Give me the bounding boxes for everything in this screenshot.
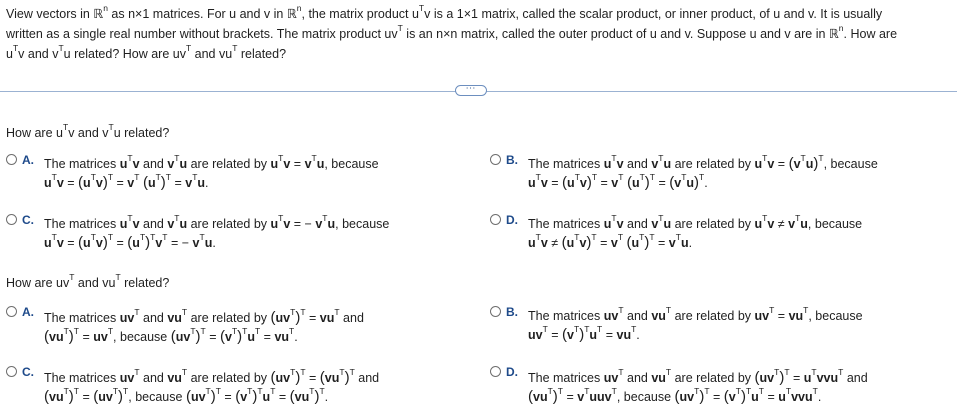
option-letter: B. xyxy=(506,153,518,167)
option-letter: B. xyxy=(506,305,518,319)
part2-option-c[interactable] xyxy=(6,362,466,412)
prompt-text: related? xyxy=(237,47,287,61)
radio-button[interactable] xyxy=(6,306,17,317)
prompt-text: u related? How are uv xyxy=(63,47,186,61)
radio-button[interactable] xyxy=(6,366,17,377)
part1-option-c[interactable] xyxy=(6,210,466,254)
part2-option-b[interactable] xyxy=(490,302,950,348)
more-options-button[interactable]: ⋯ xyxy=(455,85,487,96)
part1-option-d[interactable] xyxy=(490,210,950,254)
option-text: The matrices $uv^T$ and $vu^T$ are related by $uv^T = vu^T$, because $uv^T = (v^T)^Tu^T = vu^T$. xyxy=(528,305,863,343)
radio-button[interactable] xyxy=(490,214,501,225)
option-letter: C. xyxy=(22,213,34,227)
prompt-text: View vectors in ℝ xyxy=(6,7,104,21)
radio-button[interactable] xyxy=(490,154,501,165)
prompt-text: v and v xyxy=(18,47,59,61)
radio-button[interactable] xyxy=(6,214,17,225)
part1-option-b[interactable] xyxy=(490,150,950,194)
prompt-text: as n×1 matrices. For u and v in ℝ xyxy=(107,7,297,21)
radio-button[interactable] xyxy=(490,306,501,317)
part2-option-a[interactable] xyxy=(6,302,466,348)
prompt-text: . How are xyxy=(843,27,898,41)
option-text: The matrices $uv^T$ and $vu^T$ are related by $(uv^T)^T = u^Tvvu^T$ and $(vu^T)^T = v^Tuuv^T$, because $(uv^T)^T = (v^T)^Tu^T = u^Tvvu^T$. xyxy=(528,367,868,405)
prompt-text: , the matrix product u xyxy=(301,7,419,21)
radio-button[interactable] xyxy=(6,154,17,165)
part1-option-a[interactable] xyxy=(6,150,466,194)
question-prompt: View vectors in ℝ$^n$ as n×1 matrices. For u and v in ℝ$^n$, the matrix product $u^Tv$ is a 1×1 matrix, called the scalar product, or inner product, of u and v. It is usually written as a single real number without brackets. The matrix product $uv^T$ is an n×n matrix, called the outer product of u and v. Suppose u and v are in ℝ$^n$. How are $u^Tv$ and $v^Tu$ related? How are $uv^T$ and $vu^T$ related? xyxy=(6,3,898,61)
option-text: The matrices $uv^T$ and $vu^T$ are related by $(uv^T)^T = (vu^T)^T$ and $(vu^T)^T = (uv^T)^T$, because $(uv^T)^T = (v^T)^Tu^T = (vu^T)^T$. xyxy=(44,367,380,405)
prompt-text: is an n×n matrix, called the outer product of u and v. Suppose u and v are in ℝ xyxy=(402,27,839,41)
option-text: The matrices $uv^T$ and $vu^T$ are related by $(uv^T)^T = vu^T$ and $(vu^T)^T = uv^T$, because $(uv^T)^T = (v^T)^Tu^T = vu^T$. xyxy=(44,307,364,345)
option-text: The matrices $u^Tv$ and $v^Tu$ are related by $u^Tv \ne v^Tu$, because $u^Tv \ne (u^Tv)^T = v^T$ $(u^T)^T = v^Tu$. xyxy=(528,213,863,251)
part2-option-d[interactable] xyxy=(490,362,950,412)
option-letter: C. xyxy=(22,365,34,379)
option-letter: A. xyxy=(22,305,34,319)
option-text: The matrices $u^Tv$ and $v^Tu$ are related by $u^Tv = (v^Tu)^T$, because $u^Tv = (u^Tv)^T = v^T$ $(u^T)^T = (v^Tu)^T$. xyxy=(528,153,878,191)
option-text: The matrices $u^Tv$ and $v^Tu$ are related by $u^Tv = v^Tu$, because $u^Tv = (u^Tv)^T = v^T$ $(u^T)^T = v^Tu$. xyxy=(44,153,379,191)
prompt-text: written as a single real number without brackets. The matrix product uv xyxy=(6,27,398,41)
prompt-text: v is a 1×1 matrix, called the scalar product, or inner product, of u and v. It is usually xyxy=(424,7,883,21)
radio-button[interactable] xyxy=(490,366,501,377)
option-text: The matrices $u^Tv$ and $v^Tu$ are related by $u^Tv$ = − $v^Tu$, because $u^Tv = (u^Tv)^T = (u^T)^Tv^T$ = − $v^Tu$. xyxy=(44,213,390,251)
option-letter: A. xyxy=(22,153,34,167)
prompt-text: and vu xyxy=(191,47,233,61)
option-letter: D. xyxy=(506,365,518,379)
option-letter: D. xyxy=(506,213,518,227)
part1-question: How are $u^Tv$ and $v^Tu$ related? xyxy=(6,122,170,140)
part2-question: How are $uv^T$ and $vu^T$ related? xyxy=(6,272,170,290)
